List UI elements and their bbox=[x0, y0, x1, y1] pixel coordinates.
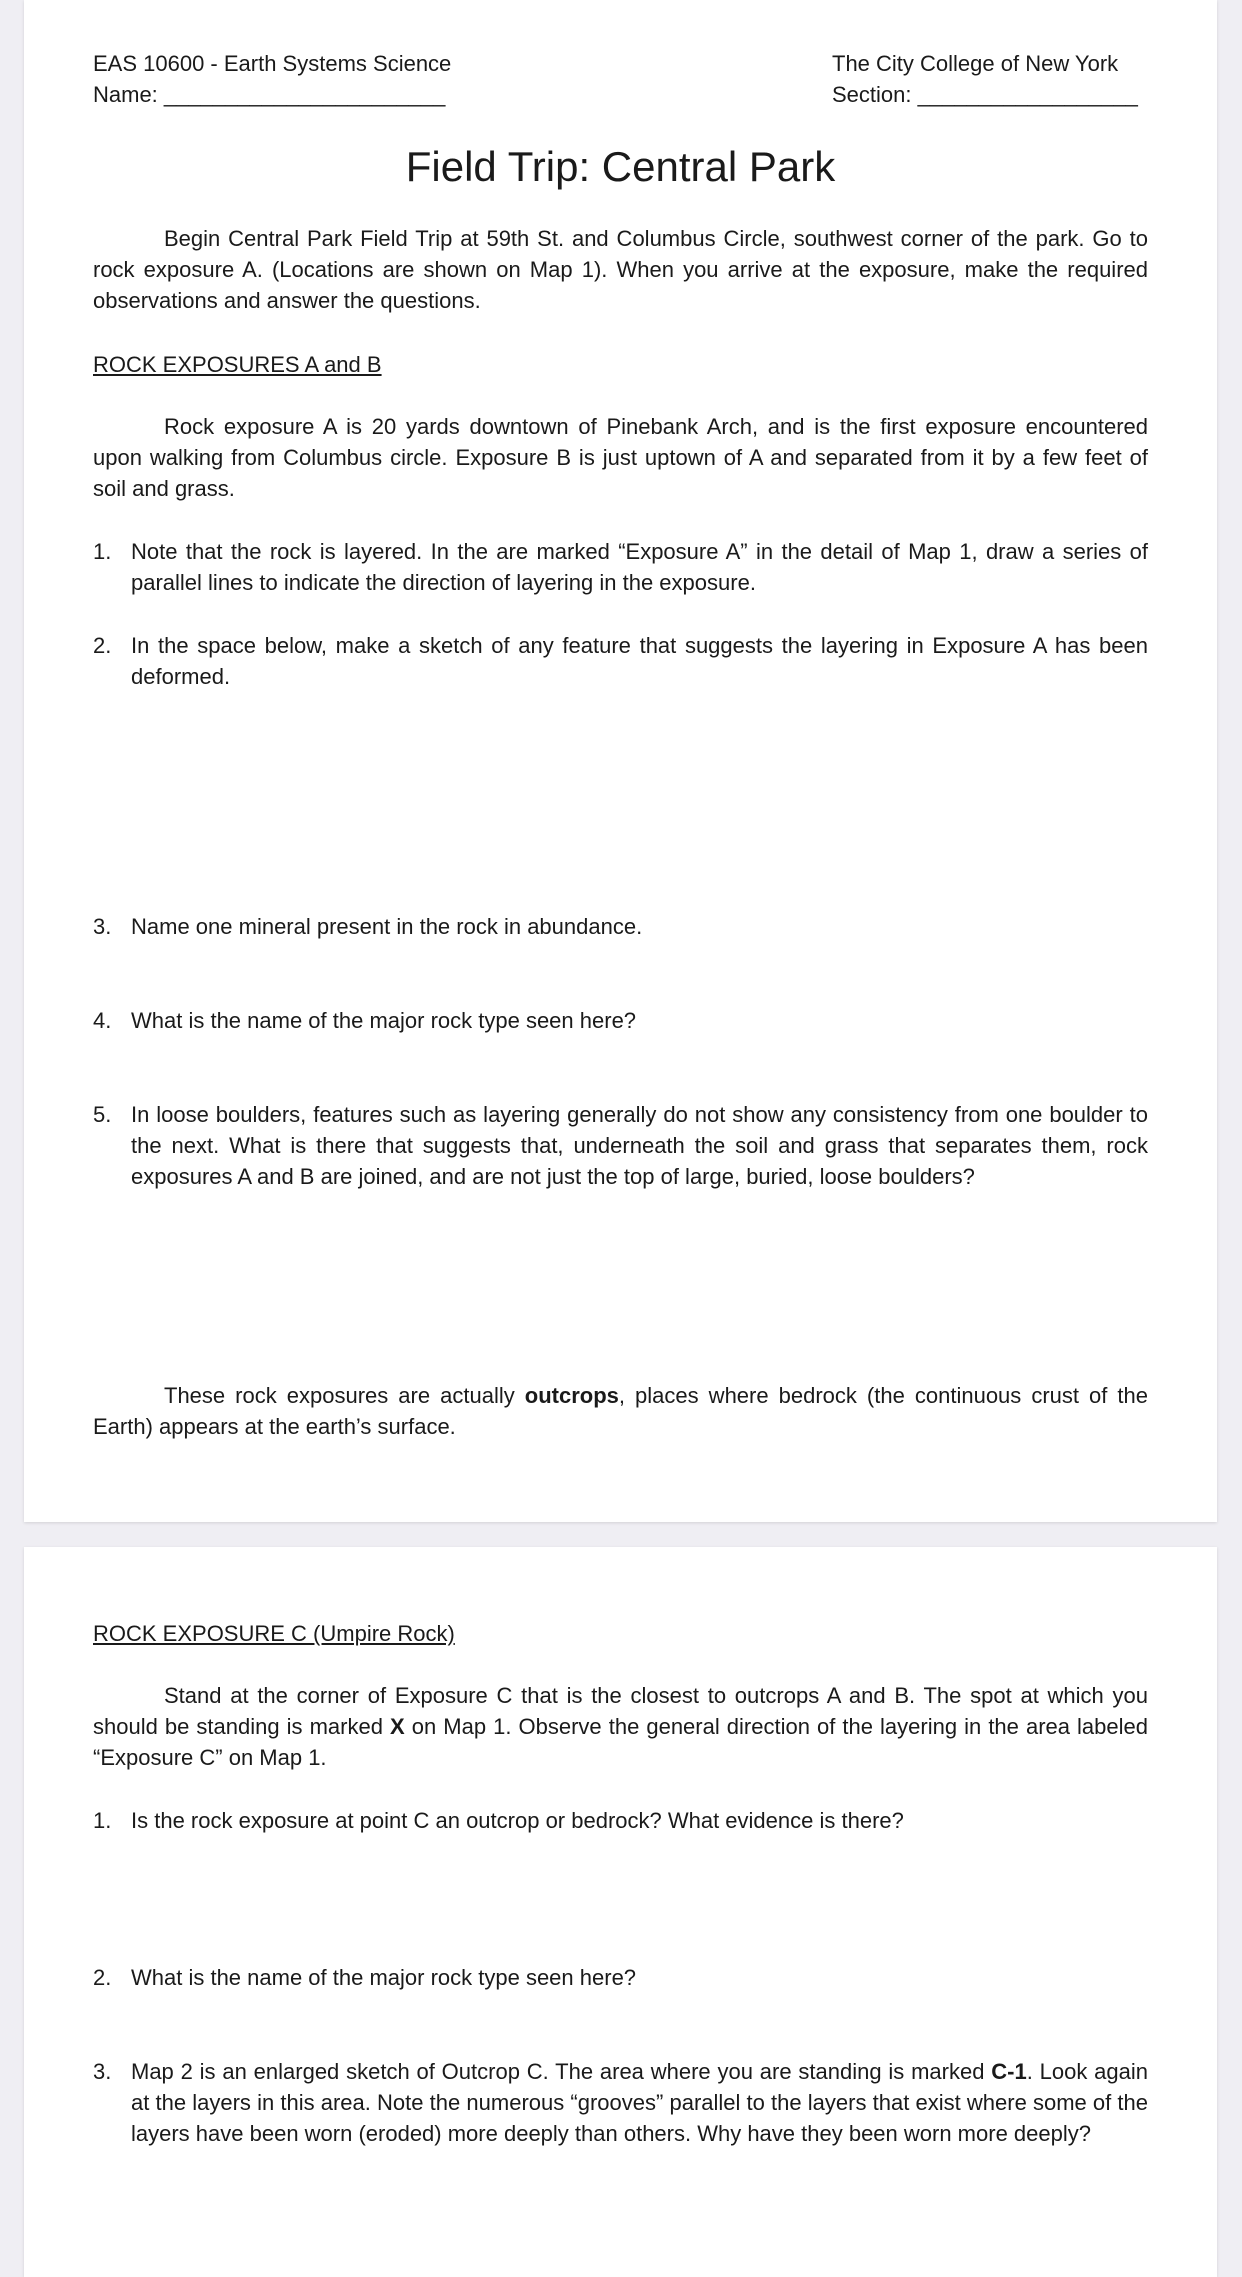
section-field-label: Section: __________________ bbox=[832, 82, 1138, 107]
question-number: 1. bbox=[93, 539, 112, 564]
question-text: In loose boulders, features such as layering generally do not show any consistency from one boulder to the next. What is there that suggests that, underneath the soil and grass that separates them, rock exposures A and B are joined, and are not just the top of large, buried, loose boulders? bbox=[131, 1102, 1148, 1189]
intro-paragraph: Begin Central Park Field Trip at 59th St. and Columbus Circle, southwest corner of the park. Go to rock exposure A. (Locations are shown on Map 1). When you arrive at the exposure, make the required observations and answer the questions. bbox=[93, 226, 1148, 313]
marker-x: X bbox=[390, 1714, 405, 1739]
question-text: In the space below, make a sketch of any feature that suggests the layering in Exposure A has been deformed. bbox=[131, 633, 1148, 689]
section-heading-a-b: ROCK EXPOSURES A and B bbox=[93, 352, 382, 377]
question-number: 2. bbox=[93, 633, 112, 658]
section-c-intro-text-end: on Map 1. Observe the general direction of the layering in the area labeled “Exposure C” on Map 1. bbox=[93, 1714, 1148, 1770]
question-text: What is the name of the major rock type seen here? bbox=[131, 1965, 637, 1990]
question-number: 2. bbox=[93, 1965, 112, 1990]
outcrops-note-text: These rock exposures are actually bbox=[164, 1383, 525, 1408]
name-field-label: Name: _______________________ bbox=[93, 82, 446, 107]
section-heading-c: ROCK EXPOSURE C (Umpire Rock) bbox=[93, 1621, 455, 1646]
question-text: Note that the rock is layered. In the are marked “Exposure A” in the detail of Map 1, draw a series of parallel lines to indicate the direction of layering in the exposure. bbox=[131, 539, 1148, 595]
page-title: Field Trip: Central Park bbox=[405, 143, 836, 190]
question-number: 4. bbox=[93, 1008, 112, 1033]
section-c-intro bbox=[93, 1680, 1148, 1773]
question-number: 1. bbox=[93, 1808, 112, 1833]
outcrops-term: outcrops bbox=[524, 1383, 619, 1408]
section-intro-paragraph: Rock exposure A is 20 yards downtown of Pinebank Arch, and is the first exposure encountered upon walking from Columbus circle. Exposure B is just uptown of A and separated from it by a few feet of soil and grass. bbox=[93, 414, 1148, 501]
document-page-2 bbox=[24, 1547, 1217, 2277]
question-text-end: . Look again at the layers in this area. Note the numerous “grooves” parallel to the layers that exist where some of the layers have been worn (eroded) more deeply than others. Why have they been worn more deeply? bbox=[131, 2059, 1148, 2146]
question-text: Name one mineral present in the rock in abundance. bbox=[131, 914, 643, 939]
question-number: 3. bbox=[93, 914, 112, 939]
outcrops-note bbox=[93, 1380, 1148, 1442]
marker-c1: C-1 bbox=[991, 2059, 1027, 2084]
question-number: 3. bbox=[93, 2059, 112, 2084]
question-number: 5. bbox=[93, 1102, 112, 1127]
course-title: EAS 10600 - Earth Systems Science bbox=[93, 51, 452, 76]
question-text bbox=[131, 2056, 1148, 2149]
question-text-start: Map 2 is an enlarged sketch of Outcrop C. The area where you are standing is marked bbox=[131, 2059, 992, 2084]
section-c-intro-text: Stand at the corner of Exposure C that is the closest to outcrops A and B. The spot at which you should be standing is marked bbox=[93, 1683, 1148, 1739]
document-page-1 bbox=[24, 0, 1217, 1522]
question-text: What is the name of the major rock type seen here? bbox=[131, 1008, 637, 1033]
question-text: Is the rock exposure at point C an outcrop or bedrock? What evidence is there? bbox=[131, 1808, 904, 1833]
outcrops-note-text-end: , places where bedrock (the continuous crust of the Earth) appears at the earth’s surface. bbox=[93, 1383, 1148, 1439]
college-name: The City College of New York bbox=[832, 51, 1119, 76]
